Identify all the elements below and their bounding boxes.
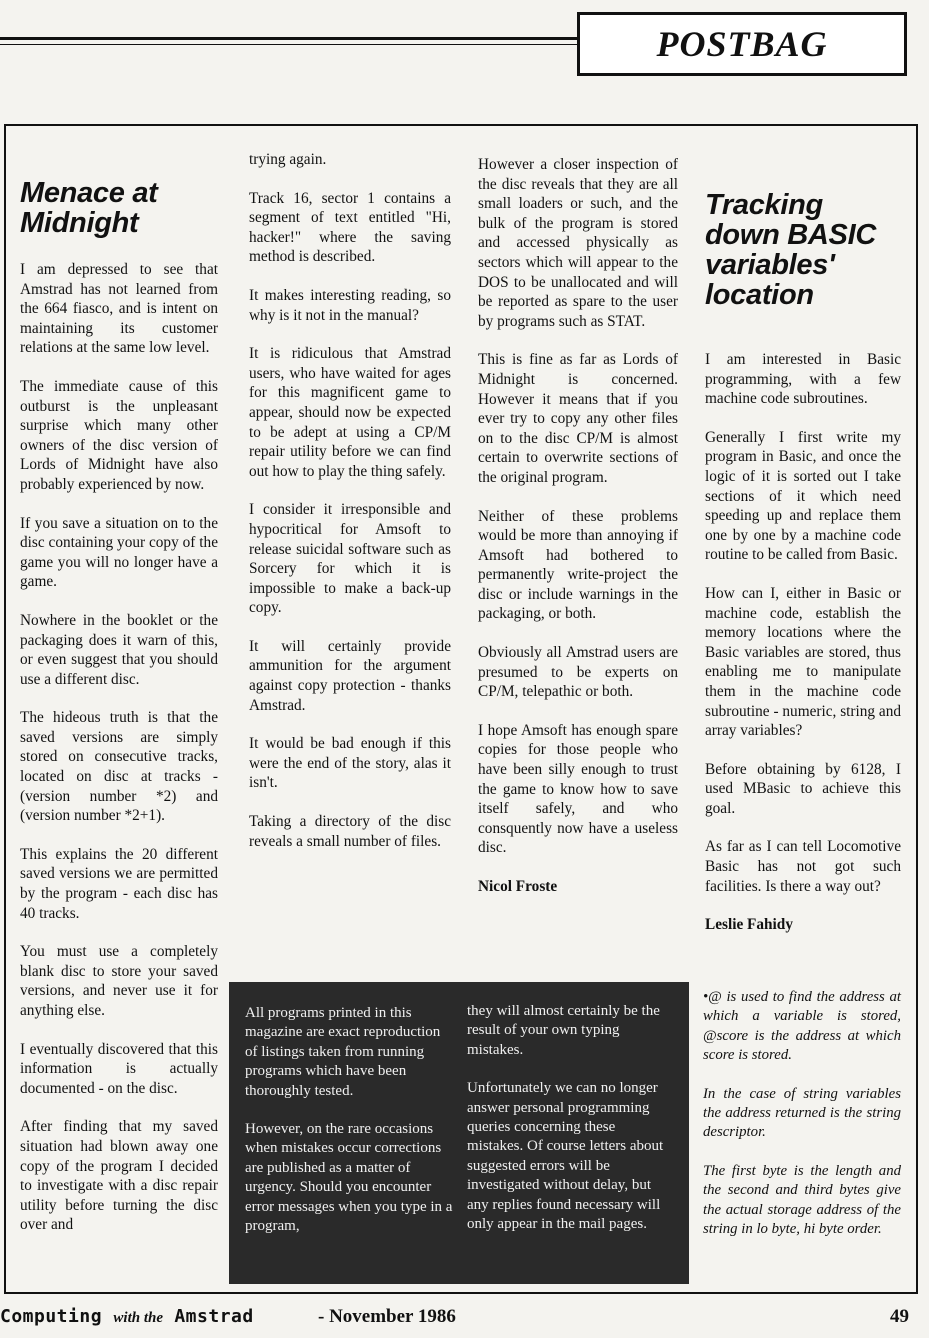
article1-column-2 bbox=[249, 150, 451, 870]
paragraph: Generally I first write my program in Basic, and once the logic of it is sorted out I take sections of it which need speeding up and replace them one by one by a machine code routine to be called from Basic. bbox=[705, 428, 901, 564]
magazine-name-part: with the bbox=[113, 1310, 163, 1326]
programs-notice-box bbox=[229, 982, 689, 1284]
reply-paragraph: In the case of string variables the address returned is the string descriptor. bbox=[703, 1085, 901, 1141]
paragraph: However a closer inspection of the disc reveals that they are all small loaders or such, and the bulk of the program is stored and accessed physically as sectors which will appear to the DOS to be unallocated and will be reported as spare to the user by programs such as STAT. bbox=[478, 156, 678, 330]
paragraph: As far as I can tell Locomotive Basic has not got such facilities. Is there a way out? bbox=[705, 838, 901, 895]
paragraph: It makes interesting reading, so why is it not in the manual? bbox=[249, 286, 451, 324]
article2-reply bbox=[703, 988, 901, 1258]
article1-headline: Menace at Midnight bbox=[20, 177, 158, 239]
paragraph: The immediate cause of this outburst is the unpleasant surprise which many other owners of the disc version of Lords of Midnight have also probably experienced by now. bbox=[20, 377, 218, 493]
paragraph: You must use a completely blank disc to store your saved versions, and never use it for anything else. bbox=[20, 943, 218, 1019]
header-rule bbox=[0, 37, 580, 40]
paragraph: Before obtaining by 6128, I used MBasic to achieve this goal. bbox=[705, 760, 901, 817]
paragraph: trying again. bbox=[249, 151, 327, 168]
paragraph: It is ridiculous that Amstrad users, who have waited for ages for this magnificent game to appear, should now be expected to be adept at using a CP/M repair utility before we can find out how to play the thing safely. bbox=[249, 345, 451, 480]
reply-paragraph: •@ is used to find the address at which a variable is stored, @score is the address at which score is stored. bbox=[703, 989, 901, 1064]
notice-paragraph: Unfortunately we can no longer answer personal programming queries concerning these mistakes. Of course letters about suggested errors will be investigated without delay, but any replies found necessary will only appear in the mail pages. bbox=[467, 1080, 664, 1233]
paragraph: I consider it irresponsible and hypocritical for Amsoft to release suicidal software such as Sorcery for which it is impossible to make a back-up copy. bbox=[249, 501, 451, 617]
paragraph: I hope Amsoft has enough spare copies for those people who have been silly enough to trust the game to know how to save itself safely, and who consquently now have a useless disc. bbox=[478, 721, 678, 857]
paragraph: If you save a situation on to the disc containing your copy of the game you will no longer have a game. bbox=[20, 514, 218, 591]
paragraph: It would be bad enough if this were the end of the story, alas it isn't. bbox=[249, 735, 451, 792]
issue-date: - November 1986 bbox=[318, 1306, 456, 1327]
paragraph: I am depressed to see that Amstrad has not learned from the 664 fiasco, and is intent on maintaining its customer relations at the same low level. bbox=[20, 261, 218, 357]
notice-column-right bbox=[467, 1002, 675, 1274]
reply-paragraph: The first byte is the length and the second and third bytes give the actual storage address of the string in lo byte, hi byte order. bbox=[703, 1162, 901, 1238]
header-rule-thin bbox=[0, 44, 580, 45]
section-title: POSTBAG bbox=[656, 24, 828, 64]
article2-signature: Leslie Fahidy bbox=[705, 916, 793, 934]
paragraph: Track 16, sector 1 contains a segment of text entitled "Hi, hacker!" where the saving method is described. bbox=[249, 189, 451, 266]
page-number: 49 bbox=[890, 1306, 909, 1327]
paragraph: The hideous truth is that the saved versions are simply stored on consecutive tracks, located on disc at tracks - (version number *2) and (version number *2+1). bbox=[20, 709, 218, 825]
article1-signature: Nicol Froste bbox=[478, 878, 558, 895]
paragraph: Nowhere in the booklet or the packaging does it warn of this, or even suggest that you should use a different disc. bbox=[20, 611, 218, 688]
paragraph: This is fine as far as Lords of Midnight is concerned. However it means that if you ever try to copy any other files on to the disc CP/M is almost certain to overwrite sections of the original program. bbox=[478, 351, 678, 486]
page-footer bbox=[0, 1306, 929, 1330]
article2-headline: Tracking down BASIC variables' location bbox=[705, 189, 876, 311]
article1-column-1 bbox=[20, 178, 218, 1254]
notice-paragraph: All programs printed in this magazine are exact reproduction of listings taken from running programs which have been thoroughly tested. bbox=[245, 1005, 441, 1099]
article1-column-3 bbox=[478, 155, 678, 916]
magazine-name-part: Amstrad bbox=[174, 1306, 254, 1327]
magazine-name bbox=[0, 1306, 254, 1327]
paragraph: I eventually discovered that this information is actually documented - on the disc. bbox=[20, 1040, 218, 1097]
paragraph: This explains the 20 different saved versions we are permitted by the program - each disc has 40 tracks. bbox=[20, 845, 218, 922]
notice-column-left bbox=[245, 1004, 453, 1274]
paragraph: After finding that my saved situation had blown away one copy of the program I decided to investigate with a disc repair utility before turning the disc over and bbox=[20, 1118, 218, 1234]
magazine-name-part: Computing bbox=[0, 1306, 103, 1327]
paragraph: It will certainly provide ammunition for the argument against copy protection - thanks Amstrad. bbox=[249, 637, 451, 714]
paragraph: Neither of these problems would be more than annoying if Amsoft had bothered to permanently write-project the disc or include warnings in the packaging, or both. bbox=[478, 507, 678, 623]
paragraph: How can I, either in Basic or machine code, establish the memory locations where the Basic variables are stored, thus enabling me to manipulate them in the machine code subroutine - numeric, string and array variables? bbox=[705, 584, 901, 740]
paragraph: Obviously all Amstrad users are presumed to be experts on CP/M, telepathic or both. bbox=[478, 644, 678, 701]
paragraph: I am interested in Basic programming, with a few machine code subroutines. bbox=[705, 351, 901, 408]
paragraph: Taking a directory of the disc reveals a small number of files. bbox=[249, 813, 451, 850]
article2-column bbox=[705, 190, 901, 954]
notice-paragraph: they will almost certainly be the result of your own typing mistakes. bbox=[467, 1003, 660, 1058]
section-header bbox=[577, 12, 907, 76]
notice-paragraph: However, on the rare occasions when mistakes occur corrections are published as a matter of urgency. Should you encounter error messages when you type in a program, bbox=[245, 1121, 453, 1235]
